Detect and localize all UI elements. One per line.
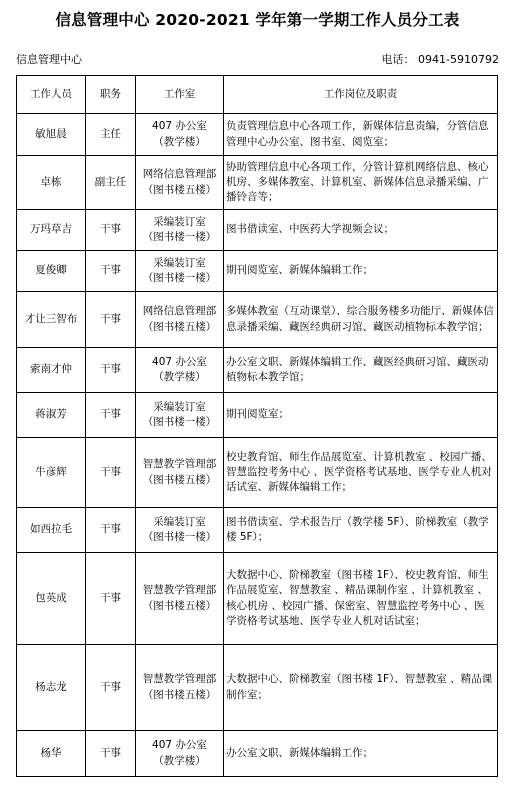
staff-position: 干事 xyxy=(86,731,136,777)
staff-duties: 办公室文职、新媒体编辑工作、藏医经典研习馆、藏医动植物标本教学馆； xyxy=(224,348,498,393)
staff-position: 干事 xyxy=(86,210,136,251)
staff-position: 干事 xyxy=(86,553,136,645)
office-line2: （图书楼五楼） xyxy=(142,473,217,486)
staff-name: 牛彦辉 xyxy=(17,438,86,508)
header-name: 工作人员 xyxy=(17,76,86,114)
office-line1: 407 办公室 xyxy=(152,739,207,752)
office-line1: 智慧教学管理部 xyxy=(142,584,217,597)
staff-office xyxy=(136,292,224,348)
staff-duties: 校史教育馆、师生作品展览室、计算机教室 、校园广播、智慧监控考务中心 、医学资格考试基地、医学专业人机对话试室、新媒体编辑工作； xyxy=(224,438,498,508)
table-header-row xyxy=(17,76,498,114)
table-row xyxy=(17,292,498,348)
header-position: 职务 xyxy=(86,76,136,114)
table-row xyxy=(17,251,498,292)
staff-office xyxy=(136,438,224,508)
office-line1: 采编装订室 xyxy=(153,215,206,228)
staff-duties: 图书借读室、中医药大学视频会议； xyxy=(224,210,498,251)
table-row xyxy=(17,210,498,251)
office-line2: （教学楼） xyxy=(153,371,206,383)
office-line2: （图书楼一楼） xyxy=(142,231,217,243)
staff-duties: 多媒体教室（互动课堂）、综合服务楼多功能厅、新媒体信息录播采编、藏医经典研习馆、藏医动植物标本教学馆； xyxy=(224,292,498,348)
office-line1: 采编装订室 xyxy=(153,400,206,413)
staff-name: 卓栋 xyxy=(17,156,86,210)
office-line2: （图书楼一楼） xyxy=(142,416,217,428)
staff-office xyxy=(136,156,224,210)
staff-duties: 协助管理信息中心各项工作，分管计算机网络信息、核心机房、多媒体教室、计算机室、新媒体信息录播采编、广播铃音等； xyxy=(224,156,498,210)
table-row xyxy=(17,114,498,156)
staff-duties: 大数据中心、阶梯教室（图书楼 1F）、校史教育馆、师生作品展览室、智慧教室 、精品课制作室 、计算机教室 、核心机房 、校园广播、保密室、智慧监控考务中心 、医学资格考试基地、医学专业人机对话试室； xyxy=(224,553,498,645)
header-office: 工作室 xyxy=(136,76,224,114)
office-line2: （图书楼五楼） xyxy=(142,688,217,701)
staff-position: 副主任 xyxy=(86,156,136,210)
office-line2: （图书楼五楼） xyxy=(142,183,217,196)
department-label: 信息管理中心 xyxy=(16,53,82,66)
staff-duties: 大数据中心、阶梯教室（图书楼 1F）、智慧教室 、精品课制作室； xyxy=(224,645,498,731)
staff-office xyxy=(136,393,224,438)
staff-name: 如西拉毛 xyxy=(17,508,86,553)
staff-assignment-table xyxy=(16,75,498,777)
staff-position: 主任 xyxy=(86,114,136,156)
office-line2: （图书楼一楼） xyxy=(142,531,217,543)
table-row xyxy=(17,156,498,210)
staff-duties: 期刊阅览室、新媒体编辑工作； xyxy=(224,251,498,292)
table-row xyxy=(17,731,498,777)
staff-office xyxy=(136,348,224,393)
staff-position: 干事 xyxy=(86,508,136,553)
table-row xyxy=(17,553,498,645)
staff-office xyxy=(136,645,224,731)
staff-position: 干事 xyxy=(86,645,136,731)
document-title: 信息管理中心 2020-2021 学年第一学期工作人员分工表 xyxy=(55,11,460,29)
office-line1: 407 办公室 xyxy=(152,355,207,368)
office-line2: （图书楼五楼） xyxy=(142,599,217,612)
staff-name: 夏俊卿 xyxy=(17,251,86,292)
staff-duties: 负责管理信息中心各项工作，新媒体信息责编，分管信息管理中心办公室、图书室、阅览室； xyxy=(224,114,498,156)
table-row xyxy=(17,508,498,553)
staff-name: 杨志龙 xyxy=(17,645,86,731)
office-line1: 采编装订室 xyxy=(153,256,206,269)
staff-name: 包英成 xyxy=(17,553,86,645)
staff-position: 干事 xyxy=(86,251,136,292)
office-line1: 采编装订室 xyxy=(153,515,206,528)
staff-duties: 办公室文职、新媒体编辑工作； xyxy=(224,731,498,777)
staff-duties: 期刊阅览室； xyxy=(224,393,498,438)
staff-name: 杨华 xyxy=(17,731,86,777)
staff-position: 干事 xyxy=(86,348,136,393)
staff-name: 蒋淑芳 xyxy=(17,393,86,438)
office-line1: 407 办公室 xyxy=(152,120,207,133)
office-line1: 网络信息管理部 xyxy=(142,305,217,318)
staff-position: 干事 xyxy=(86,438,136,508)
staff-office xyxy=(136,251,224,292)
staff-position: 干事 xyxy=(86,292,136,348)
staff-name: 才让三智布 xyxy=(17,292,86,348)
office-line2: （教学楼） xyxy=(153,135,206,148)
office-line1: 网络信息管理部 xyxy=(142,168,217,181)
staff-office xyxy=(136,553,224,645)
office-line2: （图书楼五楼） xyxy=(142,320,217,333)
header-duties: 工作岗位及职责 xyxy=(224,76,498,114)
staff-office xyxy=(136,731,224,777)
staff-position: 干事 xyxy=(86,393,136,438)
office-line1: 智慧教学管理部 xyxy=(142,458,217,471)
staff-name: 万玛草吉 xyxy=(17,210,86,251)
office-line1: 智慧教学管理部 xyxy=(142,673,217,686)
staff-office xyxy=(136,114,224,156)
phone-number: 电话： 0941-5910792 xyxy=(381,53,499,66)
table-row xyxy=(17,645,498,731)
table-row xyxy=(17,438,498,508)
staff-office xyxy=(136,210,224,251)
table-row xyxy=(17,393,498,438)
staff-office xyxy=(136,508,224,553)
table-row xyxy=(17,348,498,393)
staff-duties: 图书借读室、学术报告厅（教学楼 5F）、阶梯教室（教学楼 5F）； xyxy=(224,508,498,553)
office-line2: （图书楼一楼） xyxy=(142,272,217,284)
staff-name: 索南才仲 xyxy=(17,348,86,393)
staff-name: 敏旭晨 xyxy=(17,114,86,156)
office-line2: （教学楼） xyxy=(153,754,206,767)
